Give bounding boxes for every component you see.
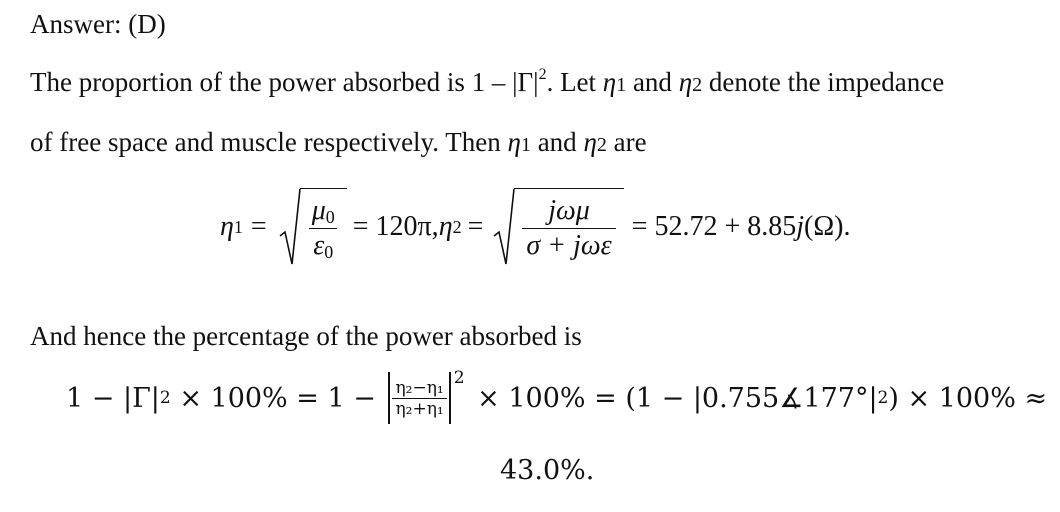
jomegamu-text: jωμ xyxy=(548,195,590,226)
eta2-symbol: η xyxy=(678,67,693,97)
and-text: and xyxy=(626,67,679,97)
paragraph1-line2 xyxy=(30,126,647,161)
reflection-numerator: η₂−η₁ xyxy=(395,377,444,398)
power-proportion-exponent: 2 xyxy=(538,66,547,83)
eq2-part1: 1 − |Γ| xyxy=(66,382,160,414)
eta1-symbol-2: η xyxy=(507,127,521,157)
mu-subscript: 0 xyxy=(325,207,335,227)
impedance-equation xyxy=(220,182,851,272)
jomega-fraction xyxy=(522,196,615,261)
imaginary-j: j xyxy=(796,211,805,242)
eta1-subscript-2: 1 xyxy=(520,134,531,156)
let-text: . Let xyxy=(546,67,603,97)
eq2-part4: ) × 100% ≈ xyxy=(888,382,1048,414)
eta1-symbol: η xyxy=(602,67,617,97)
eta2-subscript-2: 2 xyxy=(596,134,607,156)
reflection-denominator: η₂+η₁ xyxy=(392,398,446,419)
jomega-numerator xyxy=(544,196,594,228)
final-result-value: 43.0%. xyxy=(500,455,595,486)
eta2-subscript: 2 xyxy=(692,74,703,96)
epsilon-subscript: 0 xyxy=(324,242,334,262)
sqrt-jomega-radicand xyxy=(514,188,623,266)
percentage-intro-text: And hence the percentage of the power absorbed is xyxy=(30,321,582,351)
sigma-jomega-epsilon-text: σ + jωε xyxy=(526,230,612,261)
answer-line xyxy=(30,8,166,40)
reflection-coefficient-magnitude xyxy=(388,368,465,424)
eta1-value: = 120π, η 2 = xyxy=(352,211,484,242)
eta2-equals: = xyxy=(467,211,484,242)
mu-symbol: μ xyxy=(311,195,326,226)
answer-text: Answer: (D) xyxy=(30,9,166,39)
mu0-numerator xyxy=(308,196,339,228)
abs-right-bar xyxy=(449,372,451,424)
radical-sign-icon xyxy=(279,188,301,266)
abs-left-bar xyxy=(388,372,390,424)
free-space-text: of free space and muscle respectively. Then xyxy=(30,127,508,157)
eta2-lhs-symbol: η xyxy=(438,211,453,242)
eta1-value-text: = 120π, xyxy=(352,211,439,242)
ohm-unit: (Ω). xyxy=(804,211,851,242)
eta1-lhs: η 1 = xyxy=(220,211,267,242)
reflection-exponent: 2 xyxy=(453,368,465,388)
paragraph2 xyxy=(30,320,582,352)
power-proportion-text: The proportion of the power absorbed is 1 – |Γ| xyxy=(30,67,539,97)
denote-text: denote the impedance xyxy=(702,67,945,97)
eta2-symbol-2: η xyxy=(583,127,597,157)
final-result xyxy=(500,455,594,486)
epsilon-symbol: ε xyxy=(313,230,325,261)
eq2-part2: × 100% = 1 − xyxy=(170,382,385,414)
eta1-subscript: 1 xyxy=(616,74,627,96)
power-percentage-equation: 1 − |Γ| 2 × 100% = 1 − $\frac{\text{η₂−η₁}}{\text{η₂+η₁}}$ 2 × 100% = (1 − |0.755∡177°| 2 ) × 100% ≈ xyxy=(66,372,1047,424)
epsilon0-denominator xyxy=(309,228,337,261)
sigma-denominator xyxy=(522,228,615,261)
are-text: are xyxy=(606,127,647,157)
eta1-lhs-symbol: η xyxy=(220,211,234,242)
eta2-value-text: = 52.72 + 8.85 xyxy=(631,211,797,242)
mu-over-epsilon-fraction xyxy=(308,196,339,261)
and-text-2: and xyxy=(530,127,584,157)
eta1-equals: = xyxy=(250,211,267,242)
sqrt-mu-epsilon-radicand xyxy=(300,188,347,266)
eq2-part3: × 100% = (1 − |0.755∡177°| xyxy=(468,382,878,414)
reflection-fraction xyxy=(392,378,446,419)
paragraph1-line1 xyxy=(30,66,944,101)
eta2-value xyxy=(632,211,851,243)
sqrt-jomega xyxy=(493,188,623,266)
radical-sign-icon-2 xyxy=(493,188,515,266)
sqrt-mu-epsilon xyxy=(279,188,347,266)
